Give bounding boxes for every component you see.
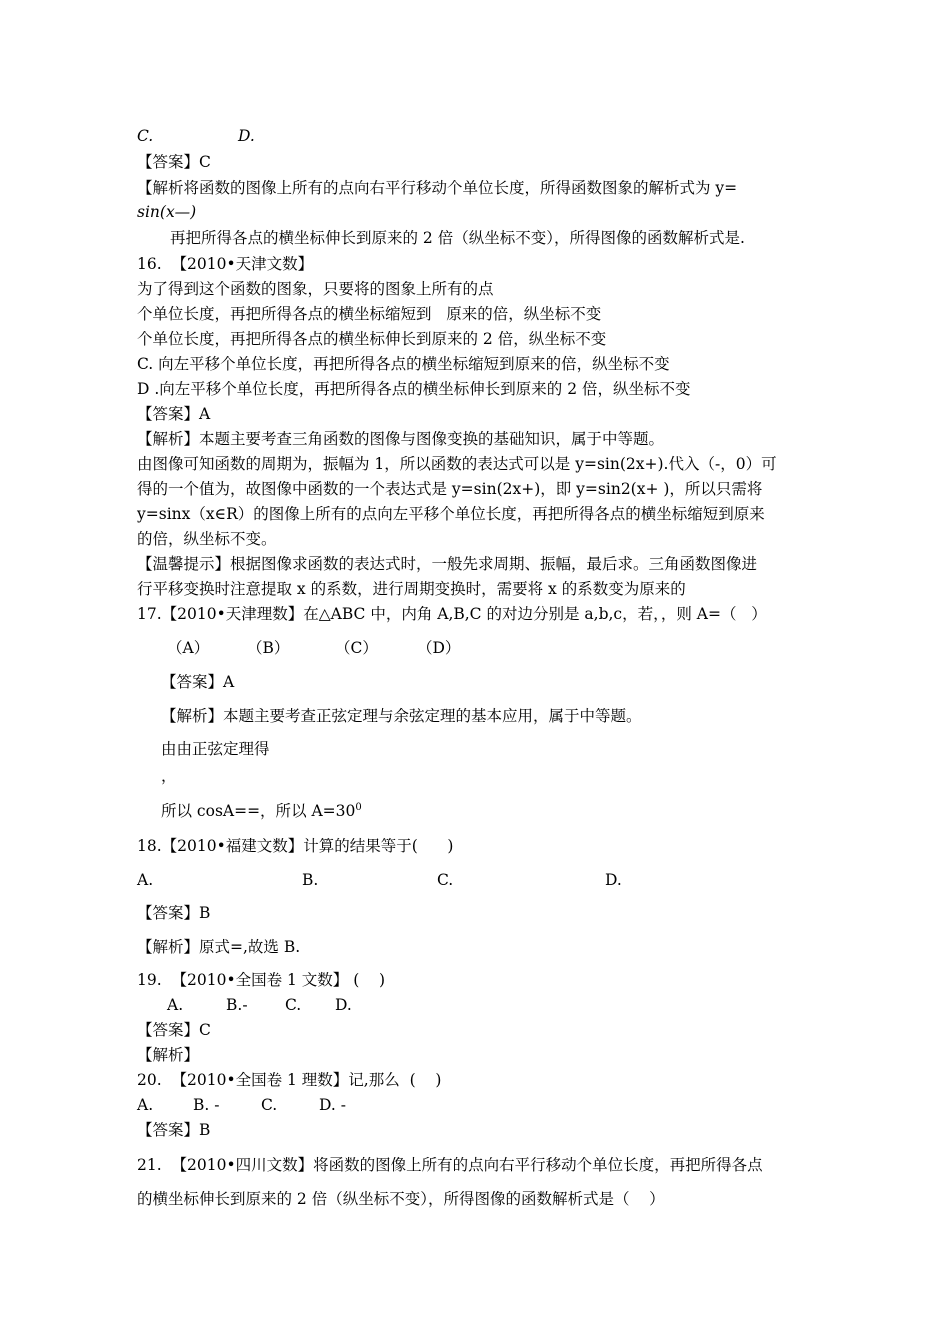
analysis-line: 【解析将函数的图像上所有的点向右平行移动个单位长度，所得函数图象的解析式为 y=: [137, 179, 738, 197]
option-b: B.: [302, 871, 319, 889]
option-text: 个单位长度，再把所得各点的横坐标缩短到 原来的倍，纵坐标不变: [137, 305, 602, 323]
answer-line: 【答案】A: [137, 405, 211, 423]
option-c: C.: [261, 1096, 278, 1114]
analysis-line: 的倍，纵坐标不变。: [137, 530, 277, 548]
option-c: C.: [137, 127, 154, 145]
option-text: 个单位长度，再把所得各点的横坐标伸长到原来的 2 倍，纵坐标不变: [137, 330, 607, 348]
option-a: A.: [137, 1096, 154, 1114]
option-d: D. -: [319, 1096, 346, 1114]
answer-line: 【答案】B: [137, 1121, 211, 1139]
question-heading: 18.【2010•福建文数】计算的结果等于( ): [137, 837, 454, 855]
option-a: （A）: [167, 639, 210, 657]
option-b: （B）: [247, 639, 290, 657]
analysis-text: 所以 cosA==，所以 A=30: [161, 802, 356, 820]
question-text: 的横坐标伸长到原来的 2 倍（纵坐标不变），所得图像的函数解析式是（ ）: [137, 1190, 665, 1208]
answer-line: 【答案】B: [137, 904, 211, 922]
answer-line: 【答案】A: [161, 673, 235, 691]
option-text: D .向左平移个单位长度，再把所得各点的横坐标伸长到原来的 2 倍，纵坐标不变: [137, 380, 691, 398]
question-heading: 21. 【2010•四川文数】将函数的图像上所有的点向右平行移动个单位长度，再把所得各点: [137, 1156, 763, 1174]
answer-line: 【答案】C: [137, 1021, 211, 1039]
option-c: （C）: [335, 639, 378, 657]
analysis-line: 【解析】原式=,故选 B.: [137, 938, 301, 956]
question-heading: 19. 【2010•全国卷 1 文数】 ( ): [137, 971, 386, 989]
option-c: C.: [437, 871, 454, 889]
option-a: A.: [137, 871, 154, 889]
analysis-line: 由由正弦定理得: [161, 740, 270, 758]
tip-line: 【温馨提示】根据图像求函数的表达式时，一般先求周期、振幅，最后求。三角函数图像进: [137, 555, 758, 573]
option-d: D.: [605, 871, 622, 889]
option-d: （D）: [417, 639, 461, 657]
tip-line: 行平移变换时注意提取 x 的系数，进行周期变换时，需要将 x 的系数变为原来的: [137, 580, 686, 598]
answer-line: 【答案】C: [137, 153, 211, 171]
analysis-line: 【解析】本题主要考查三角函数的图像与图像变换的基础知识，属于中等题。: [137, 430, 665, 448]
degree-superscript: 0: [355, 801, 362, 813]
option-b: B.-: [226, 996, 248, 1014]
option-d: D.: [238, 127, 255, 145]
analysis-line: 由图像可知函数的周期为，振幅为 1，所以函数的表达式可以是 y=sin(2x+).代入（-，0）可: [137, 455, 777, 473]
option-d: D.: [335, 996, 352, 1014]
analysis-line: ，: [161, 767, 177, 785]
question-text: 为了得到这个函数的图象，只要将的图象上所有的点: [137, 280, 494, 298]
analysis-line: 【解析】本题主要考查正弦定理与余弦定理的基本应用，属于中等题。: [161, 707, 642, 725]
question-heading: 17.【2010•天津理数】在△ABC 中，内角 A,B,C 的对边分别是 a,b,c，若，，则 A=（ ）: [137, 605, 767, 623]
analysis-line: 【解析】: [137, 1046, 200, 1064]
analysis-line: [161, 801, 362, 821]
option-a: A.: [167, 996, 184, 1014]
question-heading: 16. 【2010•天津文数】: [137, 255, 314, 273]
analysis-line: 再把所得各点的横坐标伸长到原来的 2 倍（纵坐标不变），所得图像的函数解析式是.: [170, 229, 745, 247]
option-c: C.: [285, 996, 302, 1014]
formula-line: sin(x—): [137, 203, 197, 221]
analysis-line: y=sinx（x∈R）的图像上所有的点向左平移个单位长度，再把所得各点的横坐标缩短到原来: [137, 505, 765, 523]
question-heading: 20. 【2010•全国卷 1 理数】记,那么 ( ): [137, 1071, 442, 1089]
option-text: C. 向左平移个单位长度，再把所得各点的横坐标缩短到原来的倍，纵坐标不变: [137, 355, 670, 373]
option-b: B. -: [193, 1096, 220, 1114]
analysis-line: 得的一个值为，故图像中函数的一个表达式是 y=sin(2x+)，即 y=sin2(x+ )，所以只需将: [137, 480, 763, 498]
